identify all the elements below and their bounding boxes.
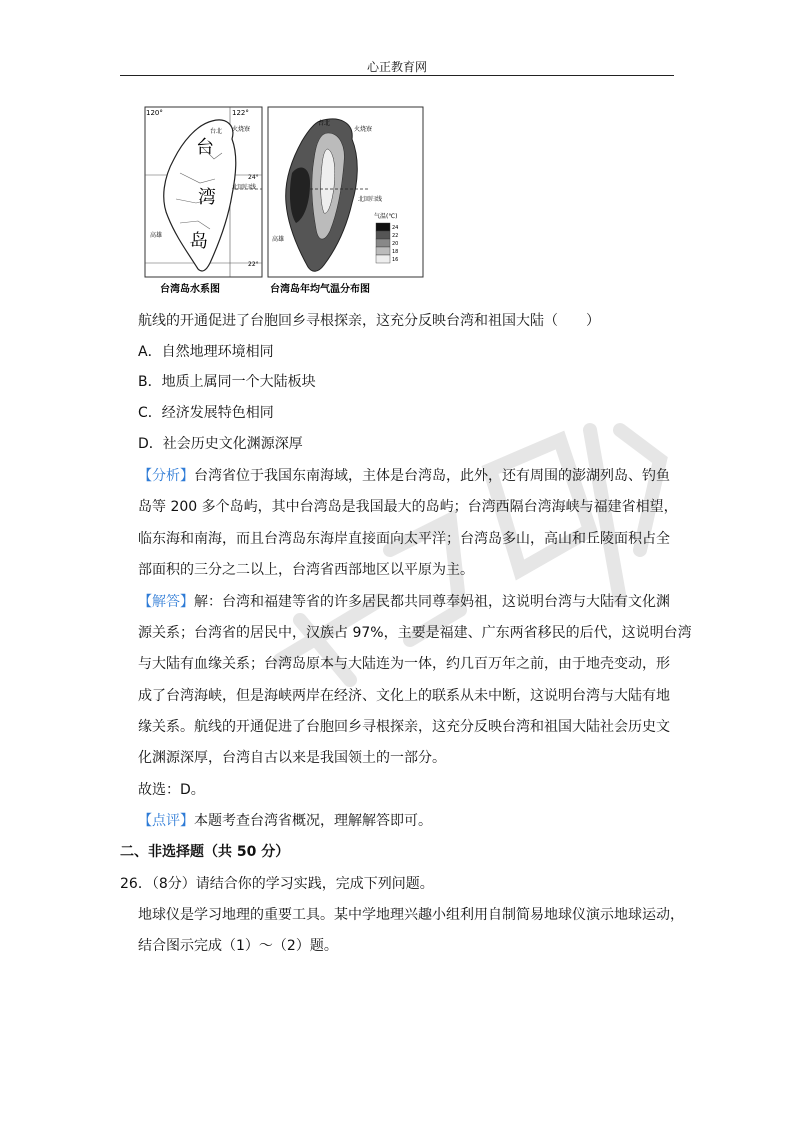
left-map-caption: 台湾岛水系图 bbox=[160, 284, 220, 295]
answer-line-5: 缘关系。航线的开通促进了台胞回乡寻根探亲，这充分反映台湾和祖国大陆社会历史文 bbox=[138, 719, 670, 735]
section-title: 二、非选择题（共 50 分） bbox=[120, 844, 290, 860]
analysis-line-4: 部面积的三分之二以上，台湾省西部地区以平原为主。 bbox=[138, 562, 474, 578]
left-label-taipei: 台北 bbox=[210, 128, 223, 135]
lon-right-label: 122° bbox=[232, 109, 249, 117]
lon-left-label: 120° bbox=[146, 109, 163, 117]
answer-line-1 bbox=[138, 592, 670, 612]
legend-value-1: 24 bbox=[392, 225, 399, 231]
page-header-title: 心正教育网 bbox=[366, 60, 427, 74]
taiwan-maps-figure bbox=[140, 103, 430, 298]
comment-tag: 【点评】 bbox=[138, 813, 194, 829]
q26-line-2: 结合图示完成（1）～（2）题。 bbox=[138, 938, 338, 954]
big-char-dao: 岛 bbox=[190, 231, 208, 252]
analysis-line-2: 岛等 200 多个岛屿，其中台湾岛是我国最大的岛屿；台湾西隔台湾海峡与福建省相望， bbox=[138, 499, 678, 515]
legend-value-3: 20 bbox=[392, 241, 399, 247]
big-char-tai: 台 bbox=[196, 137, 214, 158]
analysis-line-1 bbox=[138, 466, 670, 486]
comment-line bbox=[138, 811, 432, 831]
question-stem: 航线的开通促进了台胞回乡寻根探亲，这充分反映台湾和祖国大陆（ ） bbox=[138, 313, 600, 329]
temperature-legend bbox=[376, 223, 398, 263]
q26-line-1: 地球仪是学习地理的重要工具。某中学地理兴趣小组利用自制简易地球仪演示地球运动， bbox=[138, 907, 684, 923]
analysis-tag: 【分析】 bbox=[138, 468, 194, 484]
big-char-wan: 湾 bbox=[198, 187, 216, 208]
right-map-caption: 台湾岛年均气温分布图 bbox=[270, 284, 370, 295]
legend-title: 气温(℃) bbox=[374, 213, 398, 220]
left-label-huoshaoliao: 火烧寮 bbox=[232, 126, 251, 133]
left-label-gaoxiong: 高雄 bbox=[150, 232, 163, 239]
right-label-huoshaoliao: 火烧寮 bbox=[354, 126, 373, 133]
analysis-text-1: 台湾省位于我国东南海域，主体是台湾岛，此外，还有周围的澎湖列岛、钓鱼 bbox=[194, 468, 670, 484]
temperature-map bbox=[268, 107, 423, 277]
answer-tag: 【解答】 bbox=[138, 594, 194, 610]
left-label-tropic: 北回归线 bbox=[232, 184, 257, 191]
legend-value-2: 22 bbox=[392, 233, 399, 239]
option-a: A．自然地理环境相同 bbox=[138, 344, 274, 360]
comment-text: 本题考查台湾省概况，理解解答即可。 bbox=[194, 813, 432, 829]
option-b: B．地质上属同一个大陆板块 bbox=[138, 374, 316, 390]
right-label-gaoxiong: 高雄 bbox=[272, 236, 285, 243]
answer-line-4: 成了台湾海峡，但是海峡两岸在经济、文化上的联系从未中断，这说明台湾与大陆有地 bbox=[138, 688, 670, 704]
legend-value-4: 18 bbox=[392, 249, 399, 255]
answer-line-3: 与大陆有血缘关系；台湾岛原本与大陆连为一体，约几百万年之前，由于地壳变动，形 bbox=[138, 656, 670, 672]
header-divider bbox=[120, 75, 674, 76]
answer-line-2: 源关系；台湾省的居民中，汉族占 97%，主要是福建、广东两省移民的后代，这说明台湾 bbox=[138, 625, 692, 641]
q26-number: 26．（8分）请结合你的学习实践，完成下列问题。 bbox=[120, 876, 434, 892]
option-c: C．经济发展特色相同 bbox=[138, 405, 274, 421]
river-system-map bbox=[145, 107, 262, 277]
lat-24-label: 24° bbox=[248, 174, 259, 181]
lat-22-label: 22° bbox=[248, 261, 259, 268]
option-d: D．社会历史文化渊源深厚 bbox=[138, 436, 303, 452]
right-label-taipei: 台北 bbox=[318, 120, 331, 127]
answer-text-1: 解：台湾和福建等省的许多居民都共同尊奉妈祖，这说明台湾与大陆有文化渊 bbox=[194, 594, 670, 610]
legend-value-5: 16 bbox=[392, 257, 399, 263]
answer-line-6: 化渊源深厚，台湾自古以来是我国领土的一部分。 bbox=[138, 750, 446, 766]
answer-choice: 故选：D。 bbox=[138, 782, 205, 798]
right-label-tropic: 北回归线 bbox=[358, 196, 383, 203]
analysis-line-3: 临东海和南海，而且台湾岛东海岸直接面向太平洋；台湾岛多山，高山和丘陵面积占全 bbox=[138, 531, 670, 547]
